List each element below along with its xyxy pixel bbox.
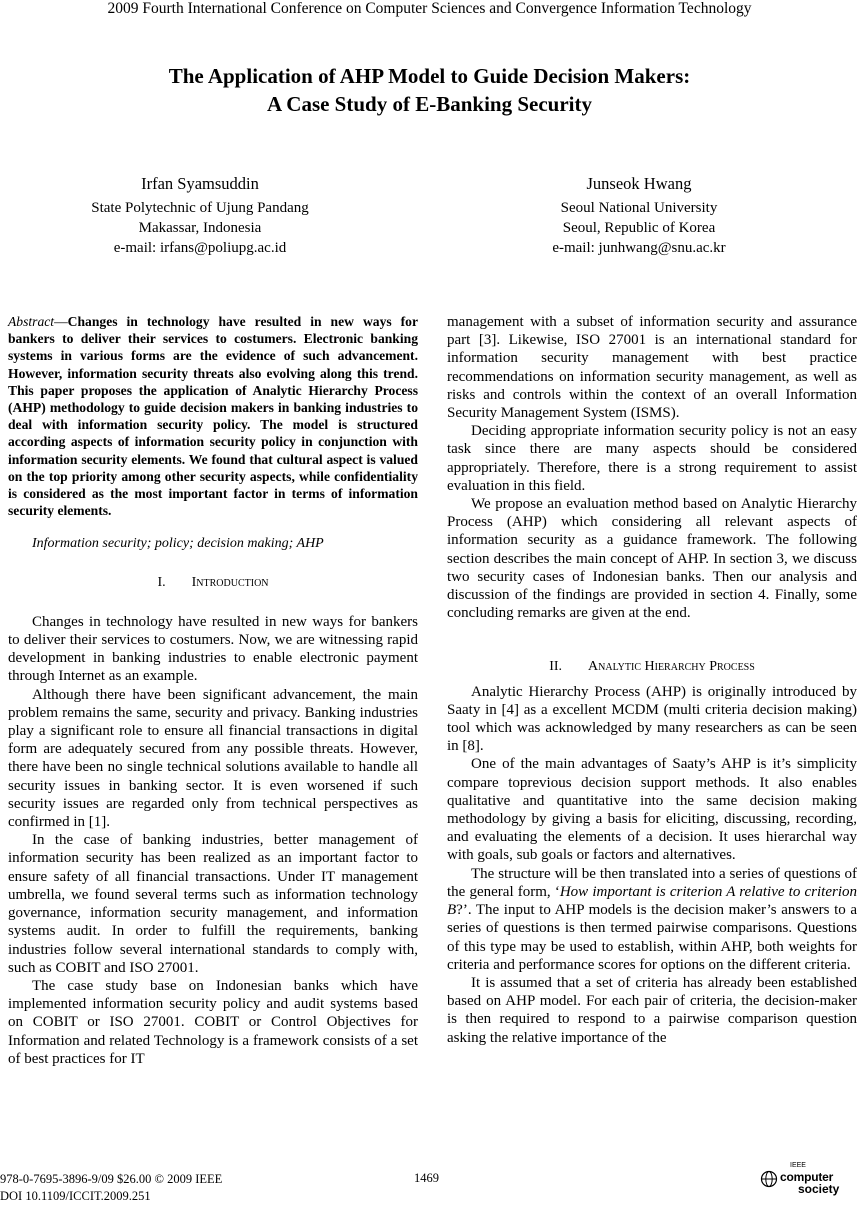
author-name: Junseok Hwang <box>586 174 692 193</box>
keywords: Information security; policy; decision making; AHP <box>32 536 324 552</box>
paragraph: In the case of banking industries, better management of information security has been realized as an important factor to ensure safety of all financial transactions. Under IT management umbrella, we found several terms such as information technology governance, information security management, and information systems audit. In order to fulfill the requirements, banking industries follow several international standards to comply with, such as COBIT and ISO 27001. <box>8 832 418 976</box>
computer-society-logo <box>760 1162 855 1198</box>
paragraph: The case study base on Indonesian banks which have implemented information security policy and audit systems based on COBIT or ISO 27001. COBIT or Control Objectives for Information and related Technology is a framework consists of a set of best practices for IT <box>8 977 418 1067</box>
conference-header: 2009 Fourth International Conference on Computer Sciences and Convergence Information Technology <box>107 0 752 17</box>
paragraph: Changes in technology have resulted in new ways for bankers to deliver their services to costumers. Now, we are witnessing rapid development in banking industries to enable electronic payment through Internet as an example. <box>8 613 418 685</box>
globe-icon <box>760 1170 778 1188</box>
author-affiliation: Seoul National University <box>560 200 718 216</box>
section-heading-ahp <box>447 658 857 676</box>
paragraph: Although there have been significant advancement, the main problem remains the same, security and privacy. Banking industries play a significant role to ensure all financial transactions in digital form are adequately secured from any possible threats. However, there have been no single technical solutions available to handle all security issues in banking sector. It is even worsened if such security issues are regarded only from technical perspectives as confirmed in [1]. <box>8 686 418 831</box>
author-location: Seoul, Republic of Korea <box>562 220 716 236</box>
title-line-1: The Application of AHP Model to Guide Decision Makers: <box>168 64 691 88</box>
text: The structure will be then translated into a series of questions of the general form, ‘ <box>447 865 857 900</box>
left-column <box>8 313 418 1068</box>
section-heading-introduction <box>8 574 418 592</box>
text: ?’. The input to AHP models is the decision maker’s answers to a series of questions is then termed pairwise comparisons. Questions of this type may be used to establish, within AHP, both weights for criteria and performance scores for options on the different criteria. <box>447 902 857 973</box>
abstract-dash: — <box>54 314 68 329</box>
paper-title <box>0 62 859 118</box>
paragraph: management with a subset of information security and assurance part [3]. Likewise, ISO 27001 is an international standard for information security management with best practice recommendations on information security management, as well as risks and controls within the context of an overall Information Security Management System (ISMS). <box>447 314 857 422</box>
author-block-1 <box>0 174 400 258</box>
logo-line-2: society <box>798 1182 840 1196</box>
logo-line-1: computer <box>780 1170 834 1184</box>
paragraph: Deciding appropriate information security policy is not an easy task since there are many aspects should be considered appropriately. Therefore, there is a strong requirement to assist evaluation in this field. <box>447 423 857 494</box>
author-block-2 <box>439 174 839 258</box>
abstract <box>8 313 418 519</box>
paragraph: It is assumed that a set of criteria has already been established based on AHP model. For each pair of criteria, the decision-maker is then required to respond to a pairwise comparison question asking the relative importance of the <box>447 974 857 1046</box>
paragraph: We propose an evaluation method based on Analytic Hierarchy Process (AHP) which considering all relevant aspects of information security as a guidance framework. The following section describes the main concept of AHP. In section 3, we discuss two security cases of Indonesian banks. Then our analysis and discussion of the findings are provided in section 4. Finally, some concluding remarks are given at the end. <box>447 496 857 622</box>
right-column <box>447 313 857 1047</box>
isbn: 978-0-7695-3896-9/09 $26.00 © 2009 IEEE <box>0 1172 223 1186</box>
italic-question: How important is criterion A relative to criterion B <box>447 883 857 919</box>
paragraph-structure <box>447 865 857 974</box>
doi: DOI 10.1109/ICCIT.2009.251 <box>0 1189 151 1203</box>
author-email: e-mail: irfans@poliupg.ac.id <box>113 240 287 256</box>
section-title: Introduction <box>191 574 269 590</box>
paragraph: Analytic Hierarchy Process (AHP) is originally introduced by Saaty in [4] as a excellent MCDM (multi criteria decision making) tool which was acknowledged by many researchers as can be seen in [8]. <box>447 683 857 755</box>
title-line-2: A Case Study of E-Banking Security <box>267 92 592 116</box>
logo-ieee-text: IEEE <box>790 1162 806 1169</box>
section-number: I. <box>157 574 166 590</box>
author-email: e-mail: junhwang@snu.ac.kr <box>552 240 726 256</box>
author-name: Irfan Syamsuddin <box>141 174 259 193</box>
author-location: Makassar, Indonesia <box>138 220 262 236</box>
section-number: II. <box>549 659 563 675</box>
abstract-label: Abstract <box>8 314 55 329</box>
author-affiliation: State Polytechnic of Ujung Pandang <box>91 200 309 216</box>
abstract-text: Changes in technology have resulted in new ways for bankers to deliver their services to costumers. Electronic banking systems in various forms are the evidence of such advancement. However, information security threats also evolving along this trend. This paper proposes the application of Analytic Hierarchy Process (AHP) methodology to guide decision makers in banking industries to deal with information security policy. The model is structured according aspects of information security policy in conjunction with information security elements. We found that cultural aspect is valued on the top priority among other security aspects, while confidentiality is considered as the most important factor in terms of information security elements. <box>8 314 418 519</box>
page-number: 1469 <box>414 1171 439 1185</box>
paragraph: One of the main advantages of Saaty’s AHP is it’s simplicity compare toprevious decision support methods. It also enables qualitative and quantitative into the same decision making methodology by giving a basis for eliciting, discussing, recording, and evaluating the elements of a decision. It uses hierarchal way with goals, sub goals or factors and alternatives. <box>447 756 857 864</box>
section-title: Analytic Hierarchy Process <box>588 659 755 675</box>
